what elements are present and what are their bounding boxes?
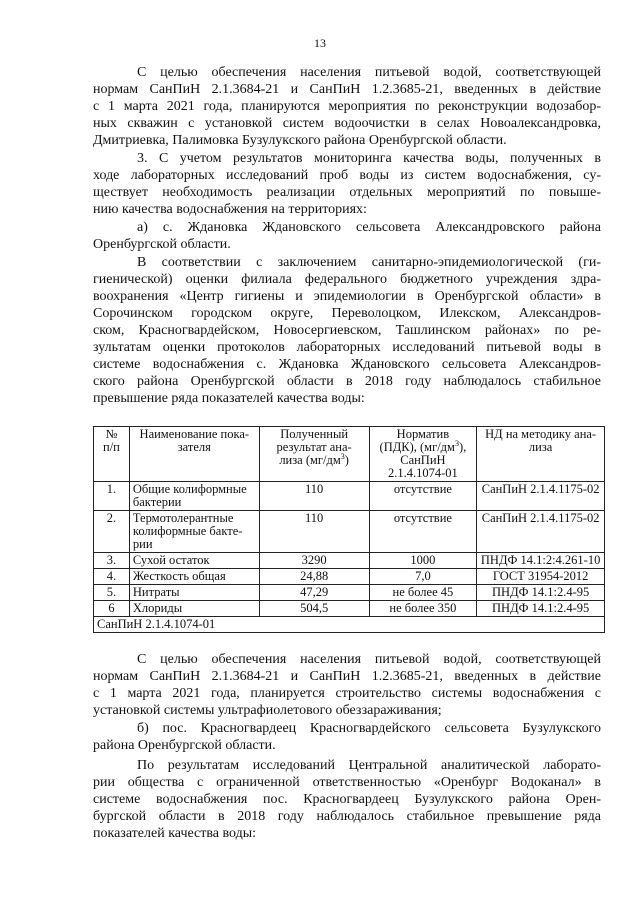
table-row bbox=[94, 482, 605, 511]
cell-num: 4. bbox=[94, 569, 130, 585]
header-result: Полученный результат ана- лиза $(мг/дм^3)$ bbox=[259, 427, 369, 482]
text-line: С целью обеспечения населения питьевой водой, соответствующей bbox=[137, 65, 601, 80]
cell-method: СанПиН 2.1.4.1175-02 bbox=[477, 482, 605, 511]
paragraph-water-supply-reconstruction bbox=[93, 64, 601, 149]
cell-num: 2. bbox=[94, 511, 130, 553]
text-line: показателей качества воды: bbox=[93, 826, 257, 841]
text-line: В соответствии с заключением санитарно-эпидемиологической (ги- bbox=[137, 255, 601, 270]
text-line: зультатам оценки протоколов лабораторных исследований питьевой воды в bbox=[93, 340, 601, 355]
paragraph-laboratory-results bbox=[93, 757, 601, 842]
text-line: а) с. Ждановка Ждановского сельсовета Александровского района bbox=[137, 220, 601, 235]
table-row bbox=[94, 511, 605, 553]
text-line: рии общества с ограниченной ответственностью «Оренбург Водоканал» в bbox=[93, 775, 601, 790]
cell-name: Общие колиформные бактерии bbox=[129, 482, 259, 511]
cell-norm: отсутствие bbox=[369, 511, 477, 553]
text-line: Сорочинском городском округе, Переволоцком, Илекском, Александров- bbox=[93, 306, 601, 321]
header-num: № п/п bbox=[94, 427, 130, 482]
text-line: нормам СанПиН 2.1.3684-21 и СанПиН 1.2.3685-21, введенных в действие bbox=[93, 82, 601, 97]
paragraph-item-b bbox=[93, 720, 601, 754]
text-line: с 1 марта 2021 года, планируются мероприятия по реконструкции водозабор- bbox=[93, 99, 601, 114]
text-line: превышение ряда показателей качества воды: bbox=[93, 391, 365, 406]
cell-name: Нитраты bbox=[129, 585, 259, 601]
page-number: 13 bbox=[314, 36, 326, 50]
text-line: Дмитриевка, Палимовка Бузулукского района Оренбургской области. bbox=[93, 133, 507, 148]
cell-norm: не более 45 bbox=[369, 585, 477, 601]
cell-method: ГОСТ 31954-2012 bbox=[477, 569, 605, 585]
text-line: ных скважин с установкой систем водоочистки в селах Новоалександровка, bbox=[93, 116, 601, 131]
cell-method: СанПиН 2.1.4.1175-02 bbox=[477, 511, 605, 553]
paragraph-item-a bbox=[93, 219, 601, 253]
cell-name: Жесткость общая bbox=[129, 569, 259, 585]
text-line: С целью обеспечения населения питьевой водой, соответствующей bbox=[137, 652, 601, 667]
table-footer: СанПиН 2.1.4.1074-01 bbox=[94, 617, 605, 633]
text-line: гиенической) оценки филиала федерального бюджетного учреждения здра- bbox=[93, 272, 601, 287]
table-row bbox=[94, 585, 605, 601]
text-line: системе водоснабжения пос. Красногвардеец Бузулукского района Орен- bbox=[93, 792, 601, 807]
table-header-row bbox=[94, 427, 605, 482]
cell-norm: 1000 bbox=[369, 553, 477, 569]
text-line: системе водоснабжения с. Ждановка Ждановского сельсовета Александров- bbox=[93, 357, 601, 372]
cell-name: Сухой остаток bbox=[129, 553, 259, 569]
cell-name: Термотолерантные колиформные бакте- рии bbox=[129, 511, 259, 553]
cell-result: 3290 bbox=[259, 553, 369, 569]
cell-num: 1. bbox=[94, 482, 130, 511]
text-line: ском, Красногвардейском, Новосергиевском, Ташлинском районах» по ре- bbox=[93, 323, 601, 338]
cell-result: 110 bbox=[259, 511, 369, 553]
header-method: НД на методику ана- лиза bbox=[477, 427, 605, 482]
water-quality-table bbox=[93, 426, 605, 633]
cell-norm: отсутствие bbox=[369, 482, 477, 511]
cell-method: ПНДФ 14.1:2:4.261-10 bbox=[477, 553, 605, 569]
cell-result: 504,5 bbox=[259, 601, 369, 617]
table-footer-row bbox=[94, 617, 605, 633]
text-line: с 1 марта 2021 года, планируется строительство системы водоснабжения с bbox=[93, 686, 601, 701]
header-name: Наименование пока- зателя bbox=[129, 427, 259, 482]
cell-num: 6 bbox=[94, 601, 130, 617]
text-line: нормам СанПиН 2.1.3684-21 и СанПиН 1.2.3685-21, введенных в действие bbox=[93, 669, 601, 684]
text-line: ществует необходимость реализации отдельных мероприятий по повыше- bbox=[93, 185, 601, 200]
cell-result: 110 bbox=[259, 482, 369, 511]
cell-result: 47,29 bbox=[259, 585, 369, 601]
text-line: ходе лабораторных исследований проб воды из систем водоснабжения, су- bbox=[93, 168, 601, 183]
text-line: района Оренбургской области. bbox=[93, 738, 276, 753]
text-line: Оренбургской области. bbox=[93, 237, 231, 252]
text-line: нию качества водоснабжения на территориях: bbox=[93, 202, 367, 217]
cell-result: 24,88 bbox=[259, 569, 369, 585]
text-line: ского района Оренбургской области в 2018 году наблюдалось стабильное bbox=[93, 374, 601, 389]
paragraph-sanitary-conclusion bbox=[93, 254, 601, 407]
text-line: бургской области в 2018 году наблюдалось стабильное превышение ряда bbox=[93, 809, 601, 824]
header-norm: Норматив (ПДК), $(мг/дм^3)$, СанПиН 2.1.4.1074-01 bbox=[369, 427, 477, 482]
paragraph-monitoring-results bbox=[93, 150, 601, 218]
cell-num: 5. bbox=[94, 585, 130, 601]
table-row bbox=[94, 569, 605, 585]
text-line: воохранения «Центр гигиены и эпидемиологии в Оренбургской области» в bbox=[93, 289, 601, 304]
text-line: 3. С учетом результатов мониторинга качества воды, полученных в bbox=[137, 151, 601, 166]
table-row bbox=[94, 553, 605, 569]
text-line: установкой системы ультрафиолетового обеззараживания; bbox=[93, 703, 442, 718]
cell-num: 3. bbox=[94, 553, 130, 569]
cell-method: ПНДФ 14.1:2.4-95 bbox=[477, 585, 605, 601]
table-row bbox=[94, 601, 605, 617]
paragraph-uv-disinfection bbox=[93, 651, 601, 719]
text-line: По результатам исследований Центральной аналитической лаборато- bbox=[137, 758, 601, 773]
cell-name: Хлориды bbox=[129, 601, 259, 617]
cell-norm: не более 350 bbox=[369, 601, 477, 617]
cell-norm: 7,0 bbox=[369, 569, 477, 585]
text-line: б) пос. Красногвардеец Красногвардейского сельсовета Бузулукского bbox=[137, 721, 601, 736]
cell-method: ПНДФ 14.1:2.4-95 bbox=[477, 601, 605, 617]
